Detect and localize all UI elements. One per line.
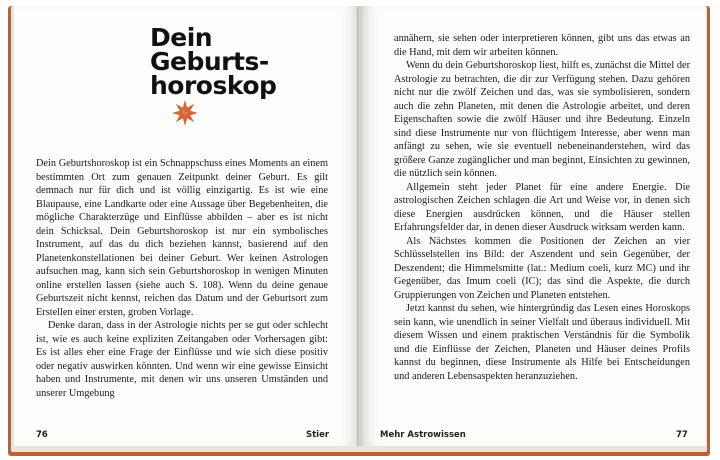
title-line: horoskop <box>150 71 277 100</box>
right-page <box>362 6 706 446</box>
paragraph: Denke daran, dass in der Astrologie nichts per se gut oder schlecht ist, wie es auch keine expliziten Zeitangaben oder Vorhersagen gibt: Es ist alles eher eine Frage der Einflüsse und wie sich diese positiv oder negativ auswirken könnten. Und wenn wir eine gewisse Einsicht haben und Instrumente, mit denen wir uns unseren Umständen und unserer Umgebung <box>36 320 328 399</box>
page-title <box>150 23 330 100</box>
left-page <box>14 6 358 446</box>
eight-point-star-icon <box>172 100 198 126</box>
paragraph: annähern, sie sehen oder interpretieren können, gibt uns das etwas an die Hand, mit dem wir arbeiten können. <box>394 33 690 58</box>
paragraph: Wenn du dein Geburtshoroskop liest, hilft es, zunächst die Mittel der Astrologie zu betrachten, die dir zur Verfügung stehen. Dazu gehören nicht nur die zwölf Zeichen und das, was sie symbolisieren, sondern auch die zehn Planeten, mit denen die Astrologie arbeitet, und deren Eigenschaften sowie die zwölf Häuser und ihre Bedeutung. Einzeln sind diese Instrumente nur von flüchtigem Interesse, aber wenn man anfängt zu sehen, wie sie eventuell nebeneinanderstehen, wird das größere Ganze zugänglicher und man beginnt, Einsichten zu gewinnen, die nützlich sein können. <box>394 60 690 179</box>
paragraph: Als Nächstes kommen die Positionen der Zeichen an vier Schlüsselstellen ins Bild: der Aszendent und sein Gegenüber, der Deszendent; die Himmelsmitte (lat.: Medium coeli, kurz MC) und ihr Gegenüber, das Imum coeli (IC); das sind die Aspekte, die durch Gruppierungen von Zeichen und Planeten entstehen. <box>394 235 690 301</box>
paragraph: Allgemein steht jeder Planet für eine andere Energie. Die astrologischen Zeichen schlagen die Art und Weise vor, in denen sich diese Energien ausdrücken können, und die Häuser stellen Erfahrungsfelder dar, in denen dieser Ausdruck wirksam werden kann. <box>394 181 690 233</box>
paragraph: Jetzt kannst du sehen, wie hintergründig das Lesen eines Horoskops sein kann, wie unendlich in seiner Vielfalt und überaus individuell. Mit diesem Wissen und einem praktischen Verständnis für die Symbolik und die Einflüsse der Zeichen, Planeten und Häuser deines Profils kannst du beginnen, diese Instrumente als Hilfe bei Entscheidungen und anderen Lebensaspekten heranzuziehen. <box>394 303 690 382</box>
title-line: Geburts- <box>150 47 269 76</box>
left-body-text <box>36 157 328 400</box>
paragraph: Dein Geburtshoroskop ist ein Schnappschuss eines Moments an einem bestimmten Ort zum genauen Zeitpunkt deiner Geburt. Es gilt demnach nur für dich und ist völlig einzigartig. Es ist wie eine Blaupause, eine Landkarte oder eine Aussage über Begebenheiten, die mögliche Charakterzüge und Einflüsse abbilden – aber es ist nicht dein Schicksal. Dein Geburtshoroskop ist nur ein symbolisches Instrument, auf das du dich beziehen kannst, basierend auf den Planetenkonstellationen bei deiner Geburt. Wer keinen Astrologen aufsuchen mag, kann sich sein Geburtshoroskop in wenigen Minuten online erstellen lassen (siehe auch S. 108). Wenn du deine genaue Geburtszeit nicht kennst, reichen das Datum und der Geburtsort zum Erstellen einer ersten, groben Vorlage. <box>36 158 328 318</box>
right-body-text <box>394 32 690 383</box>
running-head: Mehr Astrowissen <box>380 430 466 440</box>
title-line: Dein <box>150 23 213 52</box>
running-head: Stier <box>306 430 330 440</box>
page-number: 76 <box>36 430 48 440</box>
page-number: 77 <box>676 430 688 440</box>
